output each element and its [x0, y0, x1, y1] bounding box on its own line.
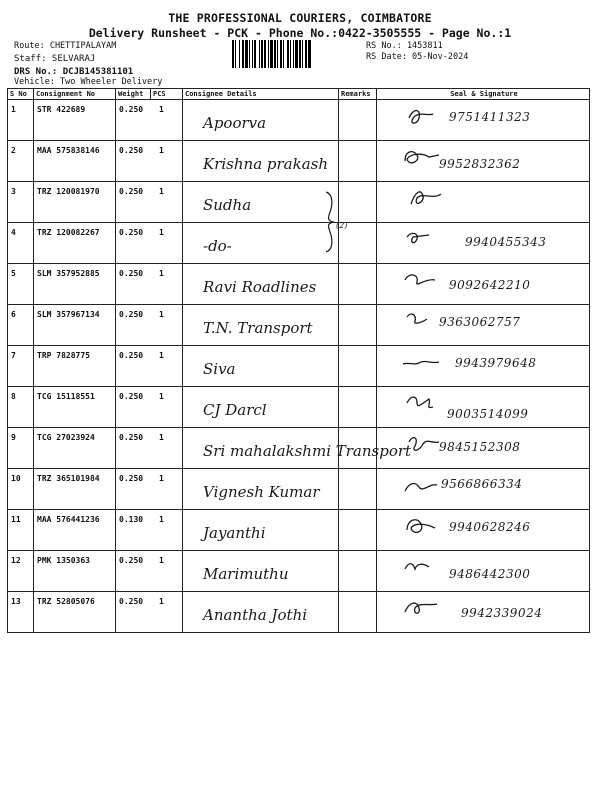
consignee-name: T.N. Transport [203, 319, 313, 337]
signature-scribble-icon [399, 514, 449, 544]
rs-number: RS No.: 1453811 [366, 41, 443, 51]
consignment-cell [34, 551, 116, 592]
weight: 0.250 [119, 187, 144, 196]
sno: 4 [11, 228, 16, 237]
grouping-brace [323, 190, 337, 254]
consignee-name: Krishna prakash [203, 155, 329, 173]
header-remarks: Remarks [339, 89, 377, 100]
table-row [8, 346, 590, 387]
consignee-name: Siva [203, 360, 236, 378]
consignment-no: MAA 575838146 [37, 146, 100, 155]
remarks-cell [339, 182, 377, 223]
sno-cell [8, 469, 34, 510]
sno-cell [8, 223, 34, 264]
pcs: 1 [159, 105, 164, 114]
table-row [8, 100, 590, 141]
receiver-phone: 9952832362 [439, 157, 521, 171]
signature-cell [377, 510, 590, 551]
table-row [8, 469, 590, 510]
weight: 0.250 [119, 351, 144, 360]
receiver-phone: 9486442300 [449, 567, 531, 581]
sno: 13 [11, 597, 21, 606]
signature-scribble-icon [399, 268, 449, 298]
consignee-cell [183, 592, 339, 633]
sno-cell [8, 100, 34, 141]
weight: 0.250 [119, 310, 144, 319]
consignment-cell [34, 182, 116, 223]
consignee-cell [183, 305, 339, 346]
consignee-cell [183, 469, 339, 510]
consignee-name: -do- [203, 237, 232, 255]
sno: 2 [11, 146, 16, 155]
weight: 0.250 [119, 269, 144, 278]
signature-cell [377, 305, 590, 346]
signature-cell [377, 551, 590, 592]
signature-scribble-icon [399, 350, 449, 380]
drs-number: DRS No.: DCJB145381101 [14, 67, 134, 77]
table-row [8, 223, 590, 264]
weight-pcs-cell [116, 428, 183, 469]
sno: 11 [11, 515, 21, 524]
table-row [8, 387, 590, 428]
pcs: 1 [159, 515, 164, 524]
consignment-cell [34, 100, 116, 141]
weight: 0.250 [119, 392, 144, 401]
consignment-cell [34, 510, 116, 551]
signature-scribble-icon [399, 227, 449, 257]
consignment-cell [34, 223, 116, 264]
table-row [8, 551, 590, 592]
weight: 0.250 [119, 105, 144, 114]
signature-cell [377, 469, 590, 510]
sno-cell [8, 346, 34, 387]
pcs: 1 [159, 310, 164, 319]
signature-scribble-icon [399, 186, 449, 216]
remarks-cell [339, 592, 377, 633]
consignment-cell [34, 469, 116, 510]
signature-scribble-icon [399, 104, 449, 134]
sno: 12 [11, 556, 21, 565]
table-row [8, 428, 590, 469]
consignee-name: Vignesh Kumar [203, 483, 320, 501]
weight-pcs-cell [116, 510, 183, 551]
header-consignee: Consignee Details [183, 89, 339, 100]
header-pcs: PCS [151, 89, 183, 100]
consignee-name: CJ Darcl [203, 401, 267, 419]
weight-pcs-cell [116, 100, 183, 141]
signature-cell [377, 346, 590, 387]
weight-pcs-cell [116, 551, 183, 592]
table-row [8, 264, 590, 305]
consignment-no: PMK 1350363 [37, 556, 90, 565]
remarks-cell [339, 428, 377, 469]
consignee-name: Sudha [203, 196, 252, 214]
sno-cell [8, 387, 34, 428]
sno-cell [8, 182, 34, 223]
weight-pcs-cell [116, 182, 183, 223]
weight-pcs-cell [116, 592, 183, 633]
sno: 5 [11, 269, 16, 278]
consignment-cell [34, 592, 116, 633]
remarks-cell [339, 469, 377, 510]
signature-cell [377, 223, 590, 264]
sno-cell [8, 141, 34, 182]
consignee-name: Ravi Roadlines [203, 278, 317, 296]
sno: 1 [11, 105, 16, 114]
table-row [8, 305, 590, 346]
sno-cell [8, 592, 34, 633]
receiver-phone: 9942339024 [461, 606, 543, 620]
receiver-phone: 9003514099 [447, 407, 529, 421]
remarks-cell [339, 305, 377, 346]
consignee-cell [183, 346, 339, 387]
consignment-no: TRP 7828775 [37, 351, 90, 360]
remark-circled-note: (2) [336, 221, 348, 230]
pcs: 1 [159, 597, 164, 606]
consignee-name: Marimuthu [203, 565, 289, 583]
remarks-cell [339, 141, 377, 182]
sno-cell [8, 305, 34, 346]
consignment-cell [34, 141, 116, 182]
sno-cell [8, 428, 34, 469]
signature-scribble-icon [399, 596, 449, 626]
weight: 0.250 [119, 556, 144, 565]
signature-scribble-icon [399, 555, 449, 585]
table-row [8, 510, 590, 551]
pcs: 1 [159, 146, 164, 155]
consignee-cell [183, 551, 339, 592]
consignee-cell [183, 387, 339, 428]
remarks-cell [339, 387, 377, 428]
pcs: 1 [159, 556, 164, 565]
staff-label: Staff: SELVARAJ [14, 54, 96, 64]
barcode [232, 40, 356, 68]
consignee-name: Anantha Jothi [203, 606, 308, 624]
sno: 3 [11, 187, 16, 196]
consignee-name: Apoorva [203, 114, 267, 132]
weight-pcs-cell [116, 469, 183, 510]
signature-cell [377, 264, 590, 305]
receiver-phone: 9940455343 [465, 235, 547, 249]
pcs: 1 [159, 351, 164, 360]
table-row [8, 141, 590, 182]
consignment-cell [34, 346, 116, 387]
table-row [8, 592, 590, 633]
consignment-no: MAA 576441236 [37, 515, 100, 524]
consignee-cell [183, 510, 339, 551]
header-signature: Seal & Signature [377, 89, 590, 100]
consignee-cell [183, 182, 339, 223]
sno-cell [8, 510, 34, 551]
table-header-row [8, 89, 590, 100]
sno-cell [8, 551, 34, 592]
header-sno: S No [8, 89, 34, 100]
consignment-cell [34, 387, 116, 428]
runsheet-table [7, 88, 590, 633]
signature-cell [377, 387, 590, 428]
consignee-name: Sri mahalakshmi Transport [203, 442, 412, 460]
consignee-cell [183, 264, 339, 305]
remarks-cell [339, 510, 377, 551]
consignee-name: Jayanthi [203, 524, 266, 542]
remarks-cell [339, 100, 377, 141]
sno: 9 [11, 433, 16, 442]
sno: 8 [11, 392, 16, 401]
rs-date: RS Date: 05-Nov-2024 [366, 52, 469, 62]
consignment-no: TRZ 52805076 [37, 597, 95, 606]
weight-pcs-cell [116, 305, 183, 346]
receiver-phone: 9751411323 [449, 110, 531, 124]
header-weight: Weight [116, 89, 151, 100]
signature-scribble-icon [399, 391, 449, 421]
signature-cell [377, 100, 590, 141]
consignment-cell [34, 428, 116, 469]
pcs: 1 [159, 433, 164, 442]
signature-cell [377, 428, 590, 469]
receiver-phone: 9363062757 [439, 315, 521, 329]
consignment-no: SLM 357952885 [37, 269, 100, 278]
weight: 0.250 [119, 597, 144, 606]
weight: 0.250 [119, 433, 144, 442]
header-consignment: Consignment No [34, 89, 116, 100]
weight-pcs-cell [116, 346, 183, 387]
consignment-no: TRZ 120081970 [37, 187, 100, 196]
weight: 0.250 [119, 474, 144, 483]
pcs: 1 [159, 228, 164, 237]
consignee-cell [183, 141, 339, 182]
pcs: 1 [159, 269, 164, 278]
consignment-cell [34, 264, 116, 305]
receiver-phone: 9845152308 [439, 440, 521, 454]
remarks-cell [339, 551, 377, 592]
weight-pcs-cell [116, 223, 183, 264]
pcs: 1 [159, 187, 164, 196]
company-title: THE PROFESSIONAL COURIERS, COIMBATORE [168, 11, 432, 25]
consignment-no: TCG 27023924 [37, 433, 95, 442]
weight: 0.130 [119, 515, 144, 524]
consignee-cell [183, 100, 339, 141]
consignment-no: TRZ 120082267 [37, 228, 100, 237]
receiver-phone: 9943979648 [455, 356, 537, 370]
consignee-cell [183, 428, 412, 469]
runsheet-subtitle: Delivery Runsheet - PCK - Phone No.:0422-3505555 - Page No.:1 [88, 26, 512, 40]
receiver-phone: 9566866334 [441, 477, 523, 491]
remarks-cell [339, 346, 377, 387]
consignment-no: TRZ 365101984 [37, 474, 100, 483]
consignment-cell [34, 305, 116, 346]
route-label: Route: CHETTIPALAYAM [14, 41, 117, 51]
vehicle-label: Vehicle: Two Wheeler Delivery [14, 77, 163, 87]
pcs: 1 [159, 392, 164, 401]
consignment-no: SLM 357967134 [37, 310, 100, 319]
sno: 10 [11, 474, 21, 483]
signature-cell [377, 141, 590, 182]
weight: 0.250 [119, 146, 144, 155]
remarks-cell [339, 264, 377, 305]
receiver-phone: 9940628246 [449, 520, 531, 534]
weight-pcs-cell [116, 264, 183, 305]
consignment-no: TCG 15118551 [37, 392, 95, 401]
sno-cell [8, 264, 34, 305]
consignee-cell [183, 223, 339, 264]
sno: 6 [11, 310, 16, 319]
signature-cell [377, 592, 590, 633]
weight-pcs-cell [116, 387, 183, 428]
weight-pcs-cell [116, 141, 183, 182]
table-row [8, 182, 590, 223]
receiver-phone: 9092642210 [449, 278, 531, 292]
weight: 0.250 [119, 228, 144, 237]
signature-cell [377, 182, 590, 223]
sno: 7 [11, 351, 16, 360]
pcs: 1 [159, 474, 164, 483]
consignment-no: STR 422689 [37, 105, 86, 114]
